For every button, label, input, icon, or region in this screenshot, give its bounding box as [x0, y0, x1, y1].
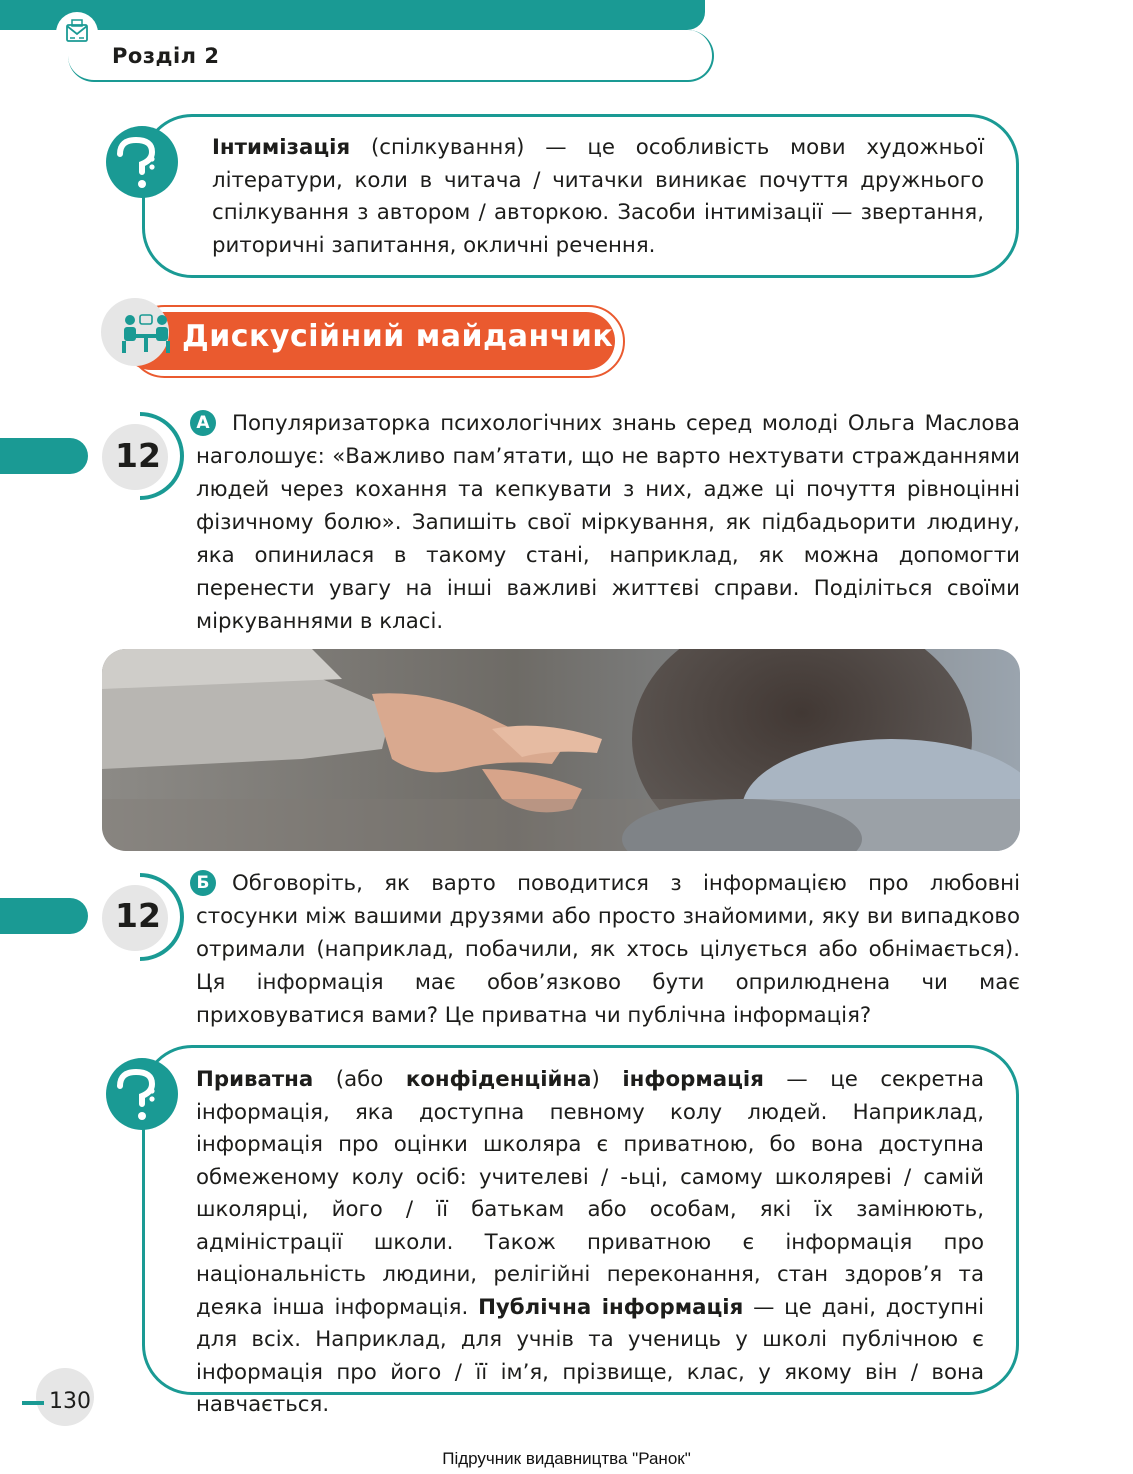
task-text-a	[196, 407, 1020, 638]
page-number-dash	[22, 1401, 44, 1405]
def2-part2: )	[591, 1067, 623, 1092]
task-number-b: 12	[115, 896, 161, 935]
def2-part3: — це секретна інформація, яка доступна певному колу людей. Наприклад, інформація про оцінки школяра є приватною, бо вона доступна обмеженому колу осіб: учителеві / -ьці, самому школяреві / самій школярці, його / її батькам або особам, які їх замінюють, адміністрації школи. Також приватною є інформація про національність людини, релігійні переконання, стан здоров’я та деяка інша інформація.	[196, 1067, 984, 1320]
task-number-a: 12	[115, 436, 161, 475]
definition-text-intimization	[212, 132, 984, 262]
publisher-line: Підручник видавництва "Ранок"	[442, 1449, 691, 1468]
def2-part4: — це дані, доступні для всіх. Наприклад, для учнів та учениць у школі публічною є інформація про його / її ім’я, прізвище, клас, у якому він / вона навчається.	[196, 1294, 985, 1417]
question-bubble-icon-2	[100, 1056, 186, 1136]
header-icon-circle	[56, 12, 98, 54]
term-information: інформація	[622, 1067, 764, 1092]
task-marker-bar-b	[0, 898, 88, 934]
header-band	[0, 0, 705, 30]
term-public-info: Публічна інформація	[478, 1294, 744, 1320]
people-table-icon	[118, 312, 174, 356]
definition-body: (спілкування) — це особливість мови художньої літератури, коли в читача / читачки виникає почуття дружнього спілкування з автором / авторкою. Засоби інтимізації — звертання, риторичні запитання, окличні речення.	[212, 135, 984, 258]
photo-holding-hands	[102, 649, 1020, 851]
section-title: Розділ 2	[112, 44, 220, 68]
task-b-body: Обговоріть, як варто поводитися з інформацією про любовні стосунки між вашими друзями або просто знайомими, яку ви випадково отримали (наприклад, побачили, як хтось цілується або обнімається). Ця інформація має обов’язково бути оприлюднена чи має приховуватися вами? Це приватна чи публічна інформація?	[196, 871, 1020, 1028]
task-a-body: Популяризаторка психологічних знань серед молоді Ольга Маслова наголошує: «Важливо пам’ятати, що не варто нехтувати стражданнями людей через кохання та кепкувати з них, адже ці почуття рівноцінні фізичному болю». Запишіть свої міркування, як підбадьорити людину, яка опинилася в такому стані, наприклад, як можна допомогти перенести увагу на інші важливі життєві справи. Поділіться своїми міркуваннями в класі.	[196, 411, 1020, 634]
question-bubble-icon	[100, 124, 186, 204]
def2-part1: (або	[313, 1067, 406, 1092]
task-letter-a: А	[190, 410, 216, 436]
discussion-title: Дискусійний майданчик	[182, 319, 614, 354]
task-letter-b: Б	[190, 870, 216, 896]
task-marker-bar-a	[0, 438, 88, 474]
term-intimization: Інтимізація	[212, 135, 351, 160]
term-confidential: конфіденційна	[405, 1067, 592, 1092]
term-private: Приватна	[196, 1067, 314, 1092]
definition-text-private-info	[196, 1064, 984, 1422]
book-envelope-icon	[56, 12, 98, 54]
page-number: 130	[49, 1389, 91, 1414]
task-text-b	[196, 867, 1020, 1032]
